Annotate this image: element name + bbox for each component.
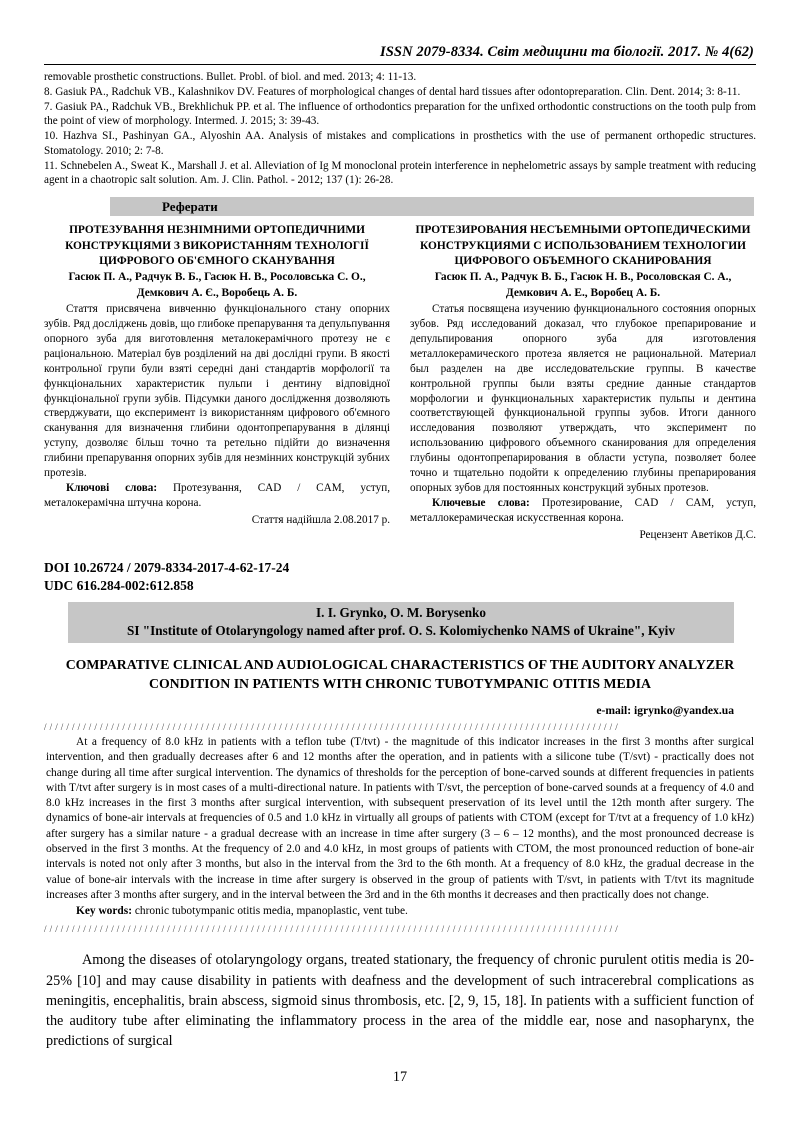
dotted-separator-top: /////////////////////////////////////////////////////////////////////////////////////////////////////// — [44, 723, 621, 733]
reference-item: removable prosthetic constructions. Bullet. Probl. of biol. and med. 2013; 4: 11-13. — [44, 71, 417, 83]
abstract-uk-keywords-label: Ключові слова: — [66, 481, 158, 494]
udc-line: UDC 616.284-002:612.858 — [44, 578, 194, 594]
reference-item: 11. Schnebelen A., Sweat K., Marshall J. et al. Alleviation of Ig M monoclonal protein interference in nephelometric assays by sample treatment with reducing agent in a chaotropic salt solution. Am. J. Clin. Pathol. - 2012; 137 (1): 26-28. — [44, 159, 756, 187]
abstract-uk-authors: Гасюк П. А., Радчук В. Б., Гасюк Н. В., Росоловська С. О., Демкович А. Є., Воробець А. Б. — [68, 271, 366, 299]
english-abstract — [44, 735, 756, 919]
abstract-column-ukrainian — [44, 223, 390, 542]
doi-line: DOI 10.26724 / 2079-8334-2017-4-62-17-24 — [44, 560, 290, 576]
abstracts-two-columns — [44, 223, 756, 542]
english-keywords-value: chronic tubotympanic otitis media, mpanoplastic, vent tube. — [134, 905, 408, 918]
references-list — [44, 70, 756, 188]
article-author-affiliation-band — [68, 602, 734, 643]
reference-item: 7. Gasiuk PA., Radchuk VB., Brekhlichuk PP. et al. The influence of orthodontics preparation for the unfixed orthodontic constructions on the tooth pulp from the point of view of morphology. Intermed. J. 2015; 3: 39-43. — [44, 100, 756, 128]
dotted-separator-bottom: /////////////////////////////////////////////////////////////////////////////////////////////////////// — [44, 925, 621, 935]
abstract-ru-body: Статья посвящена изучению функционального состояния опорных зубов. Ряд исследований доказал, что глубокое препарирование и депульпирования опорного зуба для изготовления металлокерамического протеза является не рациональной. Материал был разделен на две исследовательские группы. В качестве контрольной группы были взяты средние данные стандартов морфологии и функциональных характеристик пульпы и дентина соответствующей функциональной группы зубов. Итоги данного исследования позволяют утверждать, что эксперимент по использованию цифрового объемного сканирования для определения глубины одонтопрепарирования в области уступа, позволяет более точно и тщательно подойти к определению глубины препарирования опорных зубов для постоянных конструкций зубных протезов. — [410, 303, 756, 494]
page-number: 17 — [392, 1069, 408, 1085]
reference-item: 8. Gasiuk PA., Radchuk VB., Kalashnikov DV. Features of morphological changes of dental hard tissues after odontopreparation. Clin. Dent. 2014; 3: 8-11. — [44, 85, 741, 98]
abstract-ru-authors: Гасюк П. А., Радчук В. Б., Гасюк Н. В., Росоловская С. А., Демкович А. Е., Воробец А. Б. — [434, 271, 732, 299]
abstract-ru-keywords-label: Ключевые слова: — [432, 496, 530, 509]
doi-udc-block — [44, 559, 756, 595]
abstract-uk-keywords — [44, 481, 390, 511]
reference-item: 10. Hazhva SI., Pashinyan GA., Alyoshin AA. Analysis of mistakes and complications in prosthetics with the use of permanent orthopedic structures. Stomatology. 2010; 2: 7-8. — [44, 130, 756, 157]
author-email: e-mail: igrynko@yandex.ua — [596, 704, 734, 718]
running-head: ISSN 2079-8334. Світ медицини та біології. 2017. № 4(62) — [380, 44, 754, 60]
abstract-column-russian — [410, 223, 756, 542]
article-body-paragraph: Among the diseases of otolaryngology organs, treated stationary, the frequency of chronic purulent otitis media is 20-25% [10] and may cause disability in patients with deafness and the development of such intracerebral complications as meningitis, encephalitis, brain abscess, sigmoid sinus thrombosis, etc. [2, 9, 15, 18]. In patients with a sufficient function of the auditory tube after eliminating the inflammatory process in the area of the middle ear, nose and nasopharynx, the predictions of surgical — [46, 952, 754, 1050]
english-keywords-label: Key words: — [76, 905, 132, 918]
abstract-uk-body: Стаття присвячена вивченню функціонального стану опорних зубів. Ряд досліджень довів, що глибоке препарування та депульпування опорного зуба для виготовлення металокерамічного протезу не є раціональною. Матеріал був розділений на дві дослідні групи. В якості контрольної групи були взяті середні дані стандартів морфології та функціональних характеристик пульпи і дентину відповідної функціональної групи зубів. Підсумки даного дослідження дозволяють стверджувати, що експеримент із використанням цифрового об'ємного сканування для визначення глибини одонтопрепарування в ділянці уступу, дозволяє більш точно та ретельно підійти до визначення глибини препарування опорних зубів для незмінних конструкцій зубних протезів. — [44, 303, 391, 479]
header-rule — [44, 64, 756, 65]
abstract-ru-footer: Рецензент Аветіков Д.С. — [639, 528, 756, 541]
abstract-ru-title: ПРОТЕЗИРОВАНИЯ НЕСЪЕМНЫМИ ОРТОПЕДИЧЕСКИМИ КОНСТРУКЦИЯМИ С ИСПОЛЬЗОВАНИЕМ ТЕХНОЛОГИИ ЦИФРОВОГО ОБЪЕМНОГО СКАНИРОВАНИЯ — [415, 224, 751, 268]
article-body — [44, 950, 756, 1051]
english-abstract-body: At a frequency of 8.0 kHz in patients with a teflon tube (T/tvt) - the magnitude of this indicator increases in the first 3 months after surgical intervention, and then gradually decreases after 6 and 12 months after the operation, and in patients with a silicone tube (T/svt) - practically does not change during all time after surgical intervention. The dynamics of thresholds for the perception of bone-carved sounds at different frequencies in patients with T/tvt after surgery is in most cases of a multi-directional nature. In patients with T/svt, the perception of bone-carved sounds at a frequency of 4.0 and 8.0 kHz increases in the first 3 months after surgical intervention, with subsequent preservation of its level until the 12th month after surgery. The dynamics of bone-air intervals at frequencies of 0.5 and 1.0 kHz in virtually all groups of patients with CTOM (except for T/tvt at a frequency of 1.0 kHz) after surgery has a similar nature - a gradual decrease with an increase in time after surgery (3 – 6 – 12 months), and the most pronounced decrease is observed in the first 3 months. At the frequency of 2.0 and 4.0 kHz, in most groups of patients with CTOM, the most pronounced reduction of bone-air intervals is noted not only after 3 months, but also in the interval from the 3rd to the 6th month. At a frequency of 8.0 kHz, the gradual decrease in the value of bone-air intervals with the increase in time after surgery is observed in the group of patients with T/svt, in patients with T/tvt its magnitude increases after 3 months after surgery, and in the interval between the 3rd and in the 6th months it decreases and then practically does not change. — [46, 736, 754, 901]
abstract-uk-keywords-value: Протезування, CAD / CAM, уступ, металокерамічна штучна корона. — [44, 481, 390, 509]
abstract-ru-keywords — [410, 496, 756, 526]
abstract-ru-keywords-value: Протезирование, CAD / CAM, уступ, металлокерамическая искусственная корона. — [410, 496, 756, 524]
abstract-uk-title: ПРОТЕЗУВАННЯ НЕЗНІМНИМИ ОРТОПЕДИЧНИМИ КОНСТРУКЦІЯМИ З ВИКОРИСТАННЯМ ТЕХНОЛОГІЇ ЦИФРОВОГО ОБ'ЄМНОГО СКАНУВАННЯ — [65, 224, 369, 268]
abstracts-section-label: Реферати — [162, 198, 218, 214]
article-authors: I. I. Grynko, O. M. Borysenko — [316, 605, 486, 621]
abstracts-section-band — [110, 197, 754, 216]
abstract-uk-footer: Стаття надійшла 2.08.2017 р. — [251, 513, 390, 526]
english-abstract-keywords — [46, 904, 754, 919]
paper-title: COMPARATIVE CLINICAL AND AUDIOLOGICAL CHARACTERISTICS OF THE AUDITORY ANALYZER CONDITION IN PATIENTS WITH CHRONIC TUBOTYMPANIC OTITIS MEDIA — [65, 656, 735, 692]
article-affiliation: SI "Institute of Otolaryngology named after prof. O. S. Kolomiychenko NAMS of Ukraine", Kyiv — [127, 623, 675, 639]
